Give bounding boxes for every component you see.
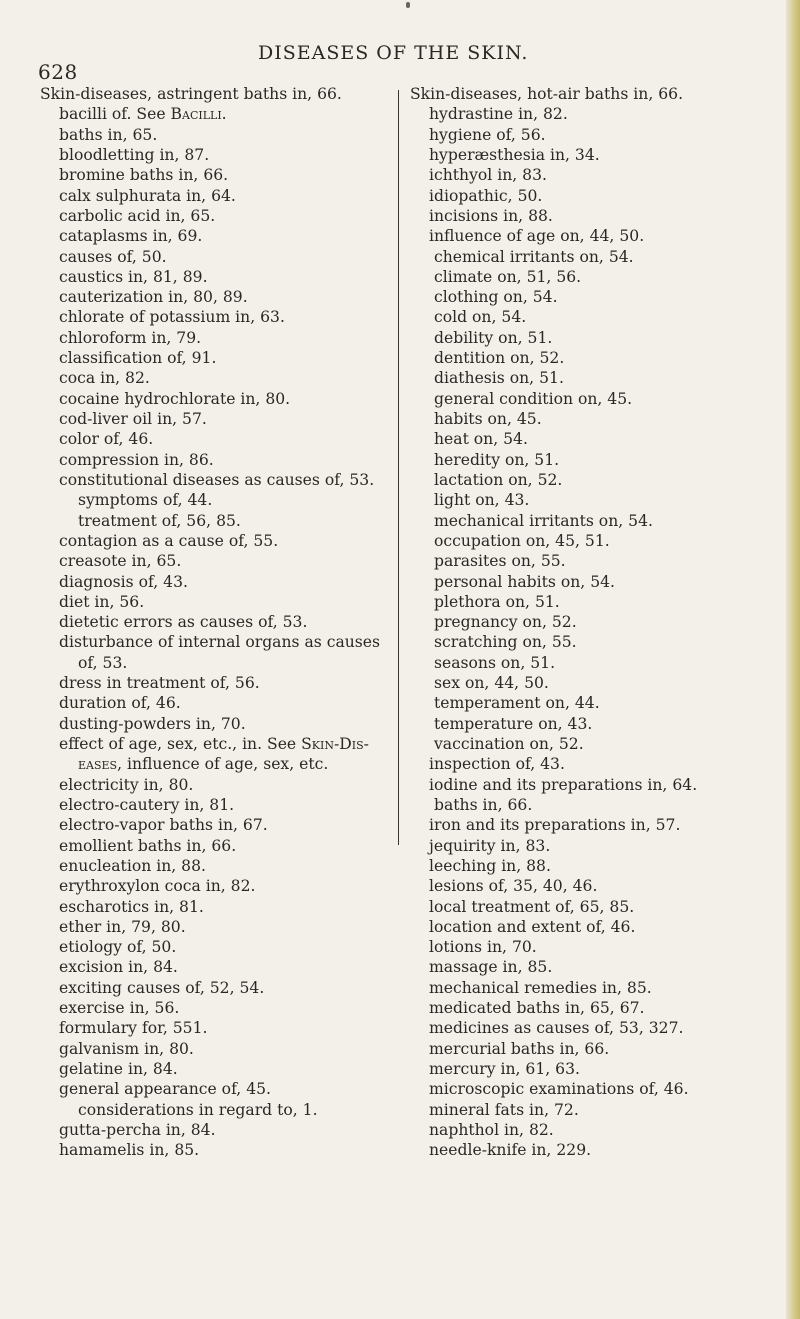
- index-entry-text: diagnosis of, 43.: [59, 572, 188, 591]
- index-entry-text: lactation on, 52.: [434, 470, 563, 489]
- index-entry: [410, 307, 772, 327]
- index-entry-text: treatment of, 56, 85.: [78, 511, 241, 530]
- index-entry-text: seasons on, 51.: [434, 653, 556, 672]
- index-entry: [410, 104, 772, 124]
- index-entry: [40, 653, 392, 673]
- index-entry-text: caustics in, 81, 89.: [59, 267, 208, 286]
- index-entry-text: dentition on, 52.: [434, 349, 565, 368]
- index-entry-text: climate on, 51, 56.: [434, 267, 582, 286]
- index-entry-text: cold on, 54.: [434, 308, 527, 327]
- index-entry-text: heat on, 54.: [434, 430, 528, 449]
- index-entry: [410, 429, 772, 449]
- index-entry-text: etiology of, 50.: [59, 938, 177, 957]
- index-entry-text: emollient baths in, 66.: [59, 836, 237, 855]
- index-entry-text: hyperæsthesia in, 34.: [429, 145, 600, 164]
- index-entry-text: compression in, 86.: [59, 450, 214, 469]
- index-entry: [410, 592, 772, 612]
- index-entry-text: disturbance of internal organs as causes: [59, 633, 381, 652]
- index-entry-text-cont: , influence of age, sex, etc.: [117, 755, 329, 774]
- index-entry-text: bloodletting in, 87.: [59, 145, 210, 164]
- index-entry-text: calx sulphurata in, 64.: [59, 186, 236, 205]
- index-entry: [410, 531, 772, 551]
- index-entry: [40, 145, 392, 165]
- index-entry: [40, 84, 392, 104]
- index-entry: [40, 389, 392, 409]
- index-entry: [410, 247, 772, 267]
- index-entry-text: symptoms of, 44.: [78, 491, 213, 510]
- index-entry-text: exciting causes of, 52, 54.: [59, 978, 265, 997]
- index-entry-text: hydrastine in, 82.: [429, 105, 568, 124]
- index-entry-text: iodine and its preparations in, 64.: [429, 775, 698, 794]
- index-entry: [410, 1079, 772, 1099]
- index-entry: [410, 186, 772, 206]
- index-entry-text: diet in, 56.: [59, 592, 145, 611]
- index-entry-text: constitutional diseases as causes of, 53.: [59, 470, 375, 489]
- index-entry-text: chloroform in, 79.: [59, 328, 202, 347]
- index-entry-text: personal habits on, 54.: [434, 572, 616, 591]
- index-entry: [40, 957, 392, 977]
- index-entry-text: color of, 46.: [59, 430, 154, 449]
- page-edge: [786, 0, 800, 1319]
- index-entry: [40, 592, 392, 612]
- index-entry: [40, 714, 392, 734]
- index-entry-text: cauterization in, 80, 89.: [59, 288, 248, 307]
- index-entry-text: scratching on, 55.: [434, 633, 577, 652]
- index-entry: [40, 186, 392, 206]
- index-entry: [40, 998, 392, 1018]
- index-entry-text: light on, 43.: [434, 491, 530, 510]
- index-entry-text: parasites on, 55.: [434, 552, 566, 571]
- index-entry: [40, 1059, 392, 1079]
- index-entry-text: medicines as causes of, 53, 327.: [429, 1019, 684, 1038]
- index-entry-text: cocaine hydrochlorate in, 80.: [59, 389, 291, 408]
- index-entry: [40, 734, 392, 754]
- index-entry-text: mercurial baths in, 66.: [429, 1039, 610, 1058]
- index-entry-text: considerations in regard to, 1.: [78, 1100, 318, 1119]
- index-entry: [410, 917, 772, 937]
- index-entry-text: chlorate of potassium in, 63.: [59, 308, 285, 327]
- index-entry: [410, 612, 772, 632]
- index-entry: [410, 836, 772, 856]
- index-entry-text: debility on, 51.: [434, 328, 553, 347]
- index-entry: [40, 165, 392, 185]
- index-entry: [40, 836, 392, 856]
- index-entry: [410, 673, 772, 693]
- index-entry: [410, 511, 772, 531]
- index-entry-text: Skin-diseases, hot-air baths in, 66.: [410, 85, 684, 103]
- index-entry: [40, 897, 392, 917]
- index-entry-text: dietetic errors as causes of, 53.: [59, 613, 308, 632]
- index-entry: [410, 226, 772, 246]
- index-entry-text: iron and its preparations in, 57.: [429, 816, 681, 835]
- index-entry-text: microscopic examinations of, 46.: [429, 1080, 689, 1099]
- index-entry-text: influence of age on, 44, 50.: [429, 227, 645, 246]
- index-entry: [40, 917, 392, 937]
- index-entry: [40, 1100, 392, 1120]
- index-entry-text: gelatine in, 84.: [59, 1060, 178, 1078]
- index-entry-text: lotions in, 70.: [429, 938, 537, 957]
- index-entry: [40, 775, 392, 795]
- index-entry-text: sex on, 44, 50.: [434, 674, 549, 693]
- index-entry-text: incisions in, 88.: [429, 206, 553, 225]
- index-entry-text: hygiene of, 56.: [429, 125, 546, 144]
- index-entry-text: ichthyol in, 83.: [429, 166, 547, 185]
- index-entry: [40, 368, 392, 388]
- index-entry: [410, 998, 772, 1018]
- index-entry: [410, 450, 772, 470]
- index-entry: [410, 876, 772, 896]
- index-entry: [40, 632, 392, 652]
- index-entry: [40, 673, 392, 693]
- index-entry-text: medicated baths in, 65, 67.: [429, 999, 645, 1018]
- index-entry-text: galvanism in, 80.: [59, 1039, 194, 1058]
- index-entry: [40, 1018, 392, 1038]
- index-entry-text: temperature on, 43.: [434, 714, 593, 733]
- running-title: DISEASES OF THE SKIN.: [258, 42, 529, 64]
- index-entry: [410, 490, 772, 510]
- index-entry: [40, 307, 392, 327]
- index-entry: [410, 389, 772, 409]
- index-column-left: [40, 84, 392, 1161]
- index-entry-text: inspection of, 43.: [429, 755, 565, 774]
- index-entry-text: general appearance of, 45.: [59, 1080, 271, 1099]
- index-entry: [40, 125, 392, 145]
- index-entry: [410, 775, 772, 795]
- index-entry-text: mercury in, 61, 63.: [429, 1060, 580, 1078]
- index-entry-text: erythroxylon coca in, 82.: [59, 877, 256, 896]
- index-entry: [40, 490, 392, 510]
- index-entry-text: enucleation in, 88.: [59, 856, 206, 875]
- index-entry-text: baths in, 66.: [434, 795, 533, 814]
- index-entry: [410, 84, 772, 104]
- index-entry-text: Skin-diseases, astringent baths in, 66.: [40, 85, 342, 103]
- index-entry-text: of, 53.: [78, 653, 128, 672]
- index-entry-text: lesions of, 35, 40, 46.: [429, 877, 598, 896]
- index-entry: [410, 572, 772, 592]
- index-entry-text: needle-knife in, 229.: [429, 1141, 592, 1160]
- index-entry: [410, 125, 772, 145]
- index-entry-text: baths in, 65.: [59, 125, 158, 144]
- index-entry: [410, 632, 772, 652]
- index-entry: [410, 693, 772, 713]
- index-entry: [40, 856, 392, 876]
- index-entry-text: mineral fats in, 72.: [429, 1100, 579, 1119]
- index-entry-text: exercise in, 56.: [59, 999, 180, 1018]
- index-entry: [40, 511, 392, 531]
- index-entry-text: escharotics in, 81.: [59, 897, 204, 916]
- index-entry-text: clothing on, 54.: [434, 288, 558, 307]
- index-entry-text: naphthol in, 82.: [429, 1120, 554, 1139]
- index-entry: [40, 206, 392, 226]
- index-entry: [40, 531, 392, 551]
- index-entry-text: general condition on, 45.: [434, 389, 633, 408]
- index-entry-text: jequirity in, 83.: [429, 836, 551, 855]
- column-divider: [398, 90, 399, 845]
- index-entry: [410, 348, 772, 368]
- index-entry: [40, 267, 392, 287]
- index-entry-text: plethora on, 51.: [434, 592, 560, 611]
- cross-reference: eases: [78, 755, 118, 774]
- index-entry: [40, 226, 392, 246]
- index-entry: [40, 754, 392, 774]
- index-entry: [410, 470, 772, 490]
- index-entry-text: heredity on, 51.: [434, 450, 560, 469]
- index-entry-text: idiopathic, 50.: [429, 186, 543, 205]
- index-entry-text: duration of, 46.: [59, 694, 181, 713]
- index-entry: [410, 145, 772, 165]
- index-entry: [40, 470, 392, 490]
- index-entry: [40, 287, 392, 307]
- index-entry: [40, 450, 392, 470]
- index-entry-text: dusting-powders in, 70.: [59, 714, 246, 733]
- index-entry: [40, 348, 392, 368]
- index-entry: [40, 551, 392, 571]
- index-entry: [40, 1120, 392, 1140]
- index-entry: [40, 104, 392, 124]
- index-entry: [40, 1039, 392, 1059]
- index-entry: [40, 795, 392, 815]
- index-entry: [410, 368, 772, 388]
- index-entry: [40, 572, 392, 592]
- index-entry: [40, 815, 392, 835]
- index-entry-text: excision in, 84.: [59, 958, 178, 977]
- index-entry: [410, 978, 772, 998]
- index-entry-text: formulary for, 551.: [59, 1019, 208, 1038]
- index-entry-text: leeching in, 88.: [429, 856, 551, 875]
- index-entry-text: cataplasms in, 69.: [59, 227, 203, 246]
- index-entry-text: electro-vapor baths in, 67.: [59, 816, 268, 835]
- index-entry: [410, 1100, 772, 1120]
- index-entry: [410, 206, 772, 226]
- index-entry: [410, 409, 772, 429]
- index-entry: [40, 328, 392, 348]
- index-entry: [410, 267, 772, 287]
- index-entry-text: temperament on, 44.: [434, 694, 600, 713]
- index-entry: [40, 612, 392, 632]
- ink-speck: [406, 2, 410, 8]
- index-entry: [410, 1140, 772, 1160]
- index-entry-text: contagion as a cause of, 55.: [59, 531, 279, 550]
- cross-reference: Skin-Dis-: [301, 735, 369, 753]
- index-entry: [410, 328, 772, 348]
- index-entry-text: carbolic acid in, 65.: [59, 206, 216, 225]
- index-entry-text: chemical irritants on, 54.: [434, 247, 634, 266]
- index-entry-text: ether in, 79, 80.: [59, 917, 186, 936]
- index-entry: [410, 165, 772, 185]
- index-entry-text: hamamelis in, 85.: [59, 1141, 200, 1160]
- index-entry-text: causes of, 50.: [59, 247, 167, 266]
- index-entry-text: pregnancy on, 52.: [434, 613, 577, 632]
- index-entry-text: diathesis on, 51.: [434, 369, 564, 388]
- index-column-right: [410, 84, 772, 1161]
- index-entry-text: local treatment of, 65, 85.: [429, 897, 635, 916]
- index-entry: [40, 247, 392, 267]
- index-entry-text: creasote in, 65.: [59, 552, 182, 571]
- index-entry: [410, 957, 772, 977]
- index-entry-text: massage in, 85.: [429, 958, 553, 977]
- index-entry-text: coca in, 82.: [59, 369, 150, 388]
- index-entry: [40, 409, 392, 429]
- index-entry: [40, 978, 392, 998]
- index-entry: [40, 876, 392, 896]
- index-entry: [410, 551, 772, 571]
- index-entry: [410, 897, 772, 917]
- index-entry: [410, 287, 772, 307]
- index-entry: [410, 815, 772, 835]
- index-entry-text: electricity in, 80.: [59, 775, 194, 794]
- page-number: 628: [38, 60, 78, 84]
- index-entry: [410, 937, 772, 957]
- index-entry-text: bromine baths in, 66.: [59, 166, 229, 185]
- index-entry: [410, 1039, 772, 1059]
- index-entry: [410, 653, 772, 673]
- index-entry-text: location and extent of, 46.: [429, 917, 636, 936]
- index-entry: [40, 693, 392, 713]
- index-entry-text: dress in treatment of, 56.: [59, 674, 260, 693]
- index-entry-text: classification of, 91.: [59, 349, 217, 368]
- index-entry: [40, 429, 392, 449]
- index-entry-text: gutta-percha in, 84.: [59, 1120, 216, 1139]
- index-entry-text: mechanical irritants on, 54.: [434, 511, 653, 530]
- index-entry-text: vaccination on, 52.: [434, 735, 584, 753]
- index-entry: [410, 1018, 772, 1038]
- index-entry-text: occupation on, 45, 51.: [434, 531, 610, 550]
- index-entry: [410, 714, 772, 734]
- index-entry: [410, 754, 772, 774]
- index-entry-text: electro-cautery in, 81.: [59, 795, 235, 814]
- index-entry-text: cod-liver oil in, 57.: [59, 410, 207, 428]
- cross-reference: Bacilli.: [170, 105, 227, 124]
- index-entry: [410, 1059, 772, 1079]
- index-entry: [40, 937, 392, 957]
- index-entry: [40, 1140, 392, 1160]
- index-entry: [410, 734, 772, 754]
- index-entry: [410, 1120, 772, 1140]
- index-entry-text: mechanical remedies in, 85.: [429, 978, 652, 997]
- index-entry-text: habits on, 45.: [434, 410, 542, 428]
- index-entry: [410, 795, 772, 815]
- index-entry-text: bacilli of. See: [59, 105, 171, 124]
- index-entry: [410, 856, 772, 876]
- index-entry-text: effect of age, sex, etc., in. See: [59, 735, 302, 753]
- index-entry: [40, 1079, 392, 1099]
